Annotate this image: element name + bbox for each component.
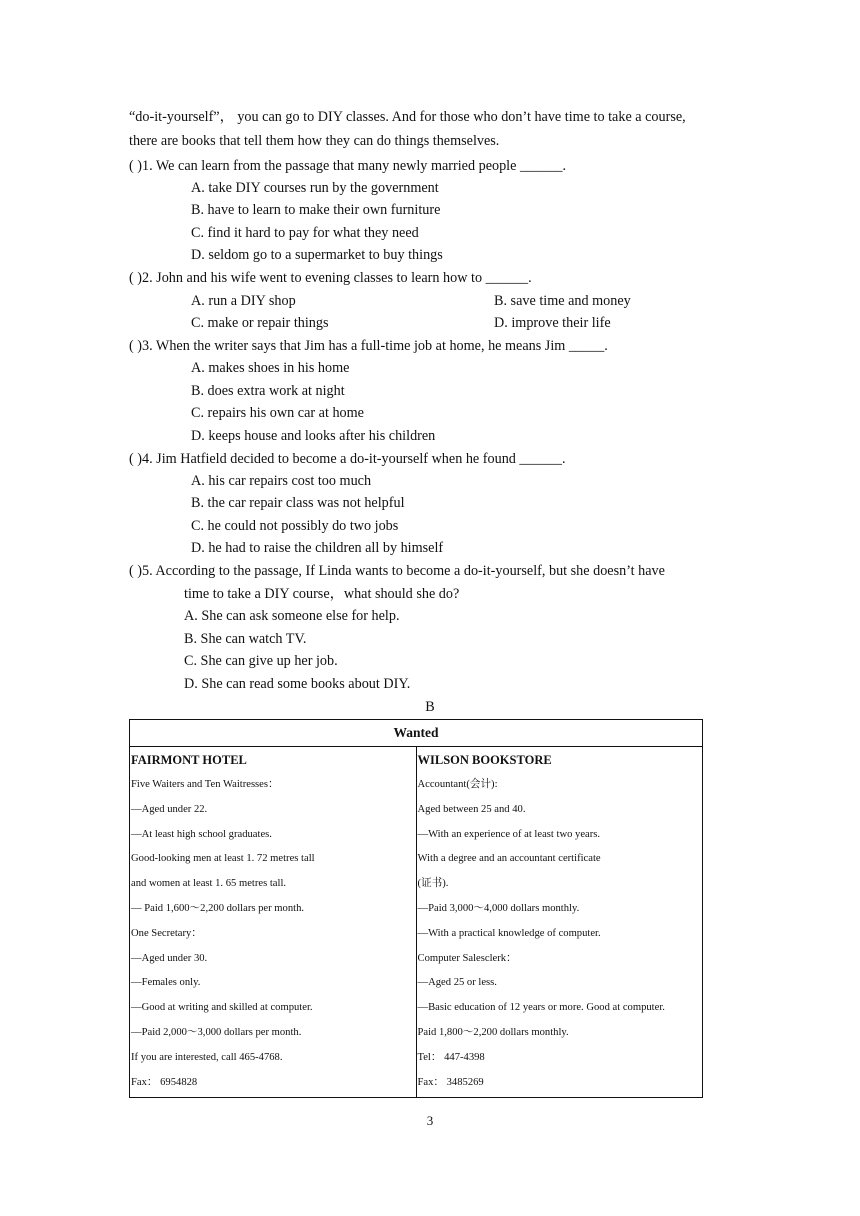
ad-row: and women at least 1. 65 metres tall. bbox=[131, 878, 287, 890]
question-1-option-d: D. seldom go to a supermarket to buy things bbox=[191, 247, 443, 263]
ad-row: — Paid 1,600～2,200 dollars per month. bbox=[131, 902, 305, 914]
question-3-option-a: A. makes shoes in his home bbox=[191, 360, 350, 376]
question-2-option-d: D. improve their life bbox=[494, 315, 611, 331]
passage-line: there are books that tell them how they can do things themselves. bbox=[129, 133, 500, 149]
passage-line: “do-it-yourself”， you can go to DIY classes. And for those who don’t have time to take a course, bbox=[129, 109, 686, 125]
ad-row: Paid 1,800～2,200 dollars monthly. bbox=[417, 1026, 569, 1038]
question-5-option-b: B. She can watch TV. bbox=[184, 631, 307, 647]
question-3-option-d: D. keeps house and looks after his children bbox=[191, 428, 436, 444]
question-5-option-a: A. She can ask someone else for help. bbox=[184, 608, 400, 624]
ad-row: Good-looking men at least 1. 72 metres tall bbox=[131, 853, 315, 865]
right-company-name: WILSON BOOKSTORE bbox=[417, 753, 552, 767]
ad-title: Wanted bbox=[130, 720, 703, 747]
question-1-option-c: C. find it hard to pay for what they need bbox=[191, 225, 419, 241]
question-4-option-a: A. his car repairs cost too much bbox=[191, 473, 372, 489]
ad-row: Five Waiters and Ten Waitresses： bbox=[131, 779, 279, 790]
ad-row: —Basic education of 12 years or more. Good at computer. bbox=[417, 1002, 665, 1014]
ad-row: —With a practical knowledge of computer. bbox=[417, 927, 601, 939]
question-4-option-c: C. he could not possibly do two jobs bbox=[191, 518, 399, 534]
ad-row: Accountant(会计): bbox=[417, 779, 498, 790]
ad-row: —Good at writing and skilled at computer. bbox=[131, 1002, 313, 1014]
ad-row: —With an experience of at least two years. bbox=[417, 828, 601, 840]
question-2-option-b: B. save time and money bbox=[494, 293, 631, 309]
ad-left-column bbox=[130, 747, 417, 1098]
question-5-stem-continued: time to take a DIY course，what should she do? bbox=[184, 586, 460, 602]
ad-row: —Paid 3,000～4,000 dollars monthly. bbox=[417, 902, 580, 914]
ad-row: —At least high school graduates. bbox=[131, 828, 272, 840]
ad-row: —Females only. bbox=[131, 977, 201, 989]
question-4-option-b: B. the car repair class was not helpful bbox=[191, 495, 405, 511]
ad-row: Computer Salesclerk： bbox=[417, 952, 517, 964]
question-1-option-a: A. take DIY courses run by the government bbox=[191, 180, 439, 196]
ad-row: —Paid 2,000～3,000 dollars per month. bbox=[131, 1026, 302, 1038]
page-number: 3 bbox=[426, 1113, 434, 1128]
wanted-ad-table bbox=[129, 719, 703, 1098]
question-5-stem: ( )5. According to the passage, If Linda wants to become a do-it-yourself, but she doesn’t have bbox=[129, 563, 665, 579]
question-4-option-d: D. he had to raise the children all by himself bbox=[191, 540, 444, 556]
ad-row: One Secretary： bbox=[131, 927, 202, 939]
ad-row: Fax： 6954828 bbox=[131, 1076, 198, 1088]
question-3-stem: ( )3. When the writer says that Jim has a full-time job at home, he means Jim _____. bbox=[129, 338, 608, 354]
question-2-option-a: A. run a DIY shop bbox=[191, 293, 296, 309]
question-1-stem: ( )1. We can learn from the passage that many newly married people ______. bbox=[129, 158, 567, 174]
question-4-stem: ( )4. Jim Hatfield decided to become a do-it-yourself when he found ______. bbox=[129, 451, 566, 467]
question-2-stem: ( )2. John and his wife went to evening classes to learn how to ______. bbox=[129, 270, 532, 286]
section-label: B bbox=[425, 699, 435, 715]
question-3-option-c: C. repairs his own car at home bbox=[191, 405, 364, 421]
ad-row: Tel： 447-4398 bbox=[417, 1051, 485, 1063]
question-1-option-b: B. have to learn to make their own furniture bbox=[191, 202, 441, 218]
ad-row: Fax： 3485269 bbox=[417, 1076, 484, 1088]
question-2-option-c: C. make or repair things bbox=[191, 315, 329, 331]
ad-row: If you are interested, call 465-4768. bbox=[131, 1051, 283, 1063]
ad-row: —Aged 25 or less. bbox=[417, 977, 497, 989]
question-5-option-d: D. She can read some books about DIY. bbox=[184, 676, 411, 692]
left-company-name: FAIRMONT HOTEL bbox=[131, 753, 247, 767]
ad-row: —Aged under 30. bbox=[131, 952, 208, 964]
ad-row: With a degree and an accountant certificate bbox=[417, 853, 601, 865]
question-3-option-b: B. does extra work at night bbox=[191, 383, 345, 399]
ad-row: Aged between 25 and 40. bbox=[417, 803, 526, 815]
ad-right-column bbox=[416, 747, 703, 1098]
question-5-option-c: C. She can give up her job. bbox=[184, 653, 338, 669]
ad-row: (证书). bbox=[417, 878, 449, 890]
ad-row: —Aged under 22. bbox=[131, 803, 208, 815]
